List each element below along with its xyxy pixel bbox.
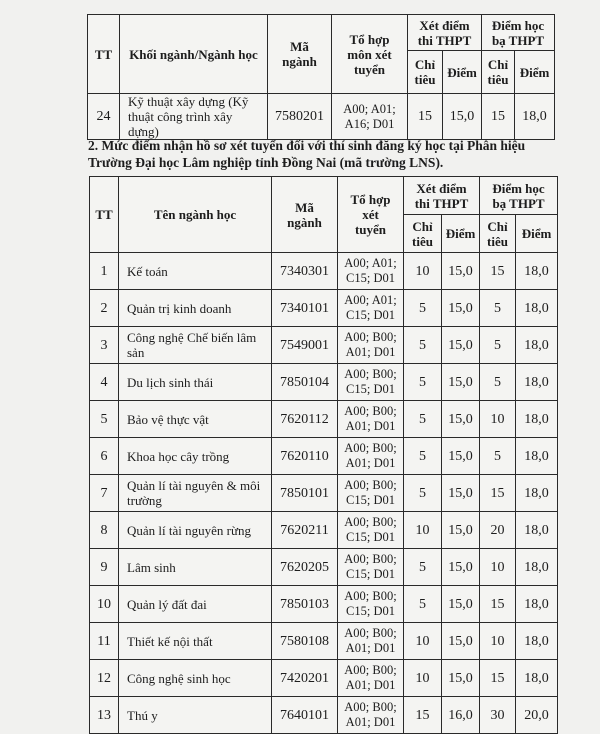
header-transcript: Điểm học bạ THPT — [480, 177, 558, 215]
transcript-score: 18,0 — [516, 549, 558, 586]
thpt-quota: 5 — [404, 438, 442, 475]
transcript-quota: 5 — [480, 364, 516, 401]
transcript-score: 20,0 — [516, 697, 558, 734]
transcript-quota: 10 — [480, 401, 516, 438]
thpt-score: 15,0 — [442, 660, 480, 697]
transcript-score: 18,0 — [515, 94, 555, 140]
major-name: Thiết kế nội thất — [119, 623, 272, 660]
section-heading — [88, 137, 556, 171]
table-row — [90, 253, 558, 290]
header-tt: TT — [90, 177, 119, 253]
table-row — [90, 623, 558, 660]
thpt-quota: 10 — [404, 660, 442, 697]
header-quota: Chỉ tiêu — [408, 51, 443, 94]
transcript-score: 18,0 — [516, 623, 558, 660]
thpt-quota: 5 — [404, 475, 442, 512]
transcript-score: 18,0 — [516, 401, 558, 438]
header-score: Điểm — [443, 51, 482, 94]
thpt-quota: 5 — [404, 549, 442, 586]
transcript-quota: 30 — [480, 697, 516, 734]
table-row — [90, 586, 558, 623]
subject-combination: A00; B00; A01; D01 — [338, 697, 404, 734]
transcript-score: 18,0 — [516, 660, 558, 697]
header-combination: Tổ hợp xét tuyển — [338, 177, 404, 253]
thpt-quota: 15 — [404, 697, 442, 734]
table-row — [90, 327, 558, 364]
subject-combination: A00; B00; C15; D01 — [338, 512, 404, 549]
transcript-score: 18,0 — [516, 253, 558, 290]
major-code: 7620211 — [272, 512, 338, 549]
table-row — [90, 549, 558, 586]
subject-combination: A00; A01; C15; D01 — [338, 253, 404, 290]
table-row — [90, 290, 558, 327]
major-name: Lâm sinh — [119, 549, 272, 586]
row-number: 24 — [88, 94, 120, 140]
table2-header — [90, 177, 558, 253]
thpt-score: 15,0 — [442, 512, 480, 549]
thpt-score: 15,0 — [442, 327, 480, 364]
major-code: 7340101 — [272, 290, 338, 327]
thpt-score: 15,0 — [443, 94, 482, 140]
row-number: 1 — [90, 253, 119, 290]
table-row — [90, 438, 558, 475]
transcript-quota: 15 — [480, 660, 516, 697]
transcript-score: 18,0 — [516, 327, 558, 364]
transcript-score: 18,0 — [516, 364, 558, 401]
table-row — [90, 364, 558, 401]
major-name: Quản lí tài nguyên & môi trường — [119, 475, 272, 512]
transcript-quota: 15 — [480, 253, 516, 290]
row-number: 9 — [90, 549, 119, 586]
row-number: 4 — [90, 364, 119, 401]
major-code: 7620112 — [272, 401, 338, 438]
row-number: 12 — [90, 660, 119, 697]
row-number: 10 — [90, 586, 119, 623]
row-number: 7 — [90, 475, 119, 512]
row-number: 6 — [90, 438, 119, 475]
major-code: 7850101 — [272, 475, 338, 512]
header-score: Điểm — [442, 215, 480, 253]
thpt-quota: 10 — [404, 253, 442, 290]
transcript-score: 18,0 — [516, 475, 558, 512]
table-row — [90, 475, 558, 512]
row-number: 13 — [90, 697, 119, 734]
major-name: Thú y — [119, 697, 272, 734]
header-score: Điểm — [515, 51, 555, 94]
thpt-quota: 5 — [404, 290, 442, 327]
thpt-quota: 10 — [404, 512, 442, 549]
transcript-quota: 10 — [480, 549, 516, 586]
subject-combination: A00; B00; A01; D01 — [338, 438, 404, 475]
thpt-score: 16,0 — [442, 697, 480, 734]
subject-combination: A00; B00; A01; D01 — [338, 327, 404, 364]
major-code: 7620205 — [272, 549, 338, 586]
transcript-quota: 10 — [480, 623, 516, 660]
thpt-quota: 10 — [404, 623, 442, 660]
thpt-quota: 5 — [404, 401, 442, 438]
major-name: Công nghệ sinh học — [119, 660, 272, 697]
thpt-score: 15,0 — [442, 364, 480, 401]
major-name: Quản trị kinh doanh — [119, 290, 272, 327]
thpt-score: 15,0 — [442, 401, 480, 438]
header-transcript: Điểm học bạ THPT — [482, 15, 555, 51]
transcript-quota: 15 — [480, 475, 516, 512]
major-code: 7850104 — [272, 364, 338, 401]
major-name: Kỹ thuật xây dựng (Kỹ thuật công trình xây dựng) — [120, 94, 268, 140]
thpt-score: 15,0 — [442, 623, 480, 660]
header-tt: TT — [88, 15, 120, 94]
subject-combination: A00; B00; C15; D01 — [338, 364, 404, 401]
admission-table-continued — [87, 14, 555, 140]
subject-combination: A00; B00; C15; D01 — [338, 549, 404, 586]
subject-combination: A00; B00; A01; D01 — [338, 623, 404, 660]
header-major: Tên ngành học — [119, 177, 272, 253]
subject-combination: A00; B00; C15; D01 — [338, 475, 404, 512]
major-code: 7850103 — [272, 586, 338, 623]
thpt-score: 15,0 — [442, 586, 480, 623]
major-name: Quản lí tài nguyên rừng — [119, 512, 272, 549]
section-heading-line: 2. Mức điểm nhận hồ sơ xét tuyển đối với thí sinh đăng ký học tại Phân hiệu — [88, 138, 526, 153]
transcript-score: 18,0 — [516, 438, 558, 475]
header-quota: Chỉ tiêu — [480, 215, 516, 253]
transcript-quota: 5 — [480, 438, 516, 475]
major-code: 7340301 — [272, 253, 338, 290]
major-code: 7420201 — [272, 660, 338, 697]
row-number: 5 — [90, 401, 119, 438]
header-code: Mã ngành — [268, 15, 332, 94]
major-code: 7549001 — [272, 327, 338, 364]
header-combination: Tổ hợp môn xét tuyển — [332, 15, 408, 94]
table-row — [90, 697, 558, 734]
header-field: Khối ngành/Ngành học — [120, 15, 268, 94]
header-thpt-exam: Xét điểm thi THPT — [404, 177, 480, 215]
header-code: Mã ngành — [272, 177, 338, 253]
table-row — [90, 660, 558, 697]
thpt-score: 15,0 — [442, 475, 480, 512]
thpt-score: 15,0 — [442, 438, 480, 475]
header-quota: Chỉ tiêu — [404, 215, 442, 253]
admission-table-lns — [89, 176, 558, 734]
transcript-quota: 20 — [480, 512, 516, 549]
transcript-quota: 5 — [480, 290, 516, 327]
header-score: Điểm — [516, 215, 558, 253]
major-code: 7640101 — [272, 697, 338, 734]
major-name: Kế toán — [119, 253, 272, 290]
header-thpt-exam: Xét điểm thi THPT — [408, 15, 482, 51]
header-quota: Chỉ tiêu — [482, 51, 515, 94]
transcript-quota: 15 — [482, 94, 515, 140]
thpt-quota: 5 — [404, 586, 442, 623]
major-name: Du lịch sinh thái — [119, 364, 272, 401]
major-code: 7620110 — [272, 438, 338, 475]
major-code: 7580108 — [272, 623, 338, 660]
transcript-quota: 5 — [480, 327, 516, 364]
transcript-score: 18,0 — [516, 290, 558, 327]
subject-combination: A00; A01; A16; D01 — [332, 94, 408, 140]
table-row — [90, 401, 558, 438]
table1-body — [88, 94, 555, 140]
major-name: Công nghệ Chế biến lâm sản — [119, 327, 272, 364]
transcript-quota: 15 — [480, 586, 516, 623]
transcript-score: 18,0 — [516, 512, 558, 549]
subject-combination: A00; B00; C15; D01 — [338, 586, 404, 623]
major-name: Quản lý đất đai — [119, 586, 272, 623]
row-number: 11 — [90, 623, 119, 660]
thpt-quota: 5 — [404, 364, 442, 401]
subject-combination: A00; A01; C15; D01 — [338, 290, 404, 327]
thpt-score: 15,0 — [442, 549, 480, 586]
row-number: 2 — [90, 290, 119, 327]
table-row — [88, 94, 555, 140]
transcript-score: 18,0 — [516, 586, 558, 623]
thpt-quota: 15 — [408, 94, 443, 140]
row-number: 3 — [90, 327, 119, 364]
table1-header — [88, 15, 555, 94]
table2-body — [90, 253, 558, 734]
major-name: Khoa học cây trồng — [119, 438, 272, 475]
table-row — [90, 512, 558, 549]
major-code: 7580201 — [268, 94, 332, 140]
thpt-quota: 5 — [404, 327, 442, 364]
row-number: 8 — [90, 512, 119, 549]
subject-combination: A00; B00; A01; D01 — [338, 660, 404, 697]
subject-combination: A00; B00; A01; D01 — [338, 401, 404, 438]
major-name: Bảo vệ thực vật — [119, 401, 272, 438]
thpt-score: 15,0 — [442, 290, 480, 327]
section-heading-line: Trường Đại học Lâm nghiệp tỉnh Đồng Nai (mã trường LNS). — [88, 155, 444, 170]
thpt-score: 15,0 — [442, 253, 480, 290]
